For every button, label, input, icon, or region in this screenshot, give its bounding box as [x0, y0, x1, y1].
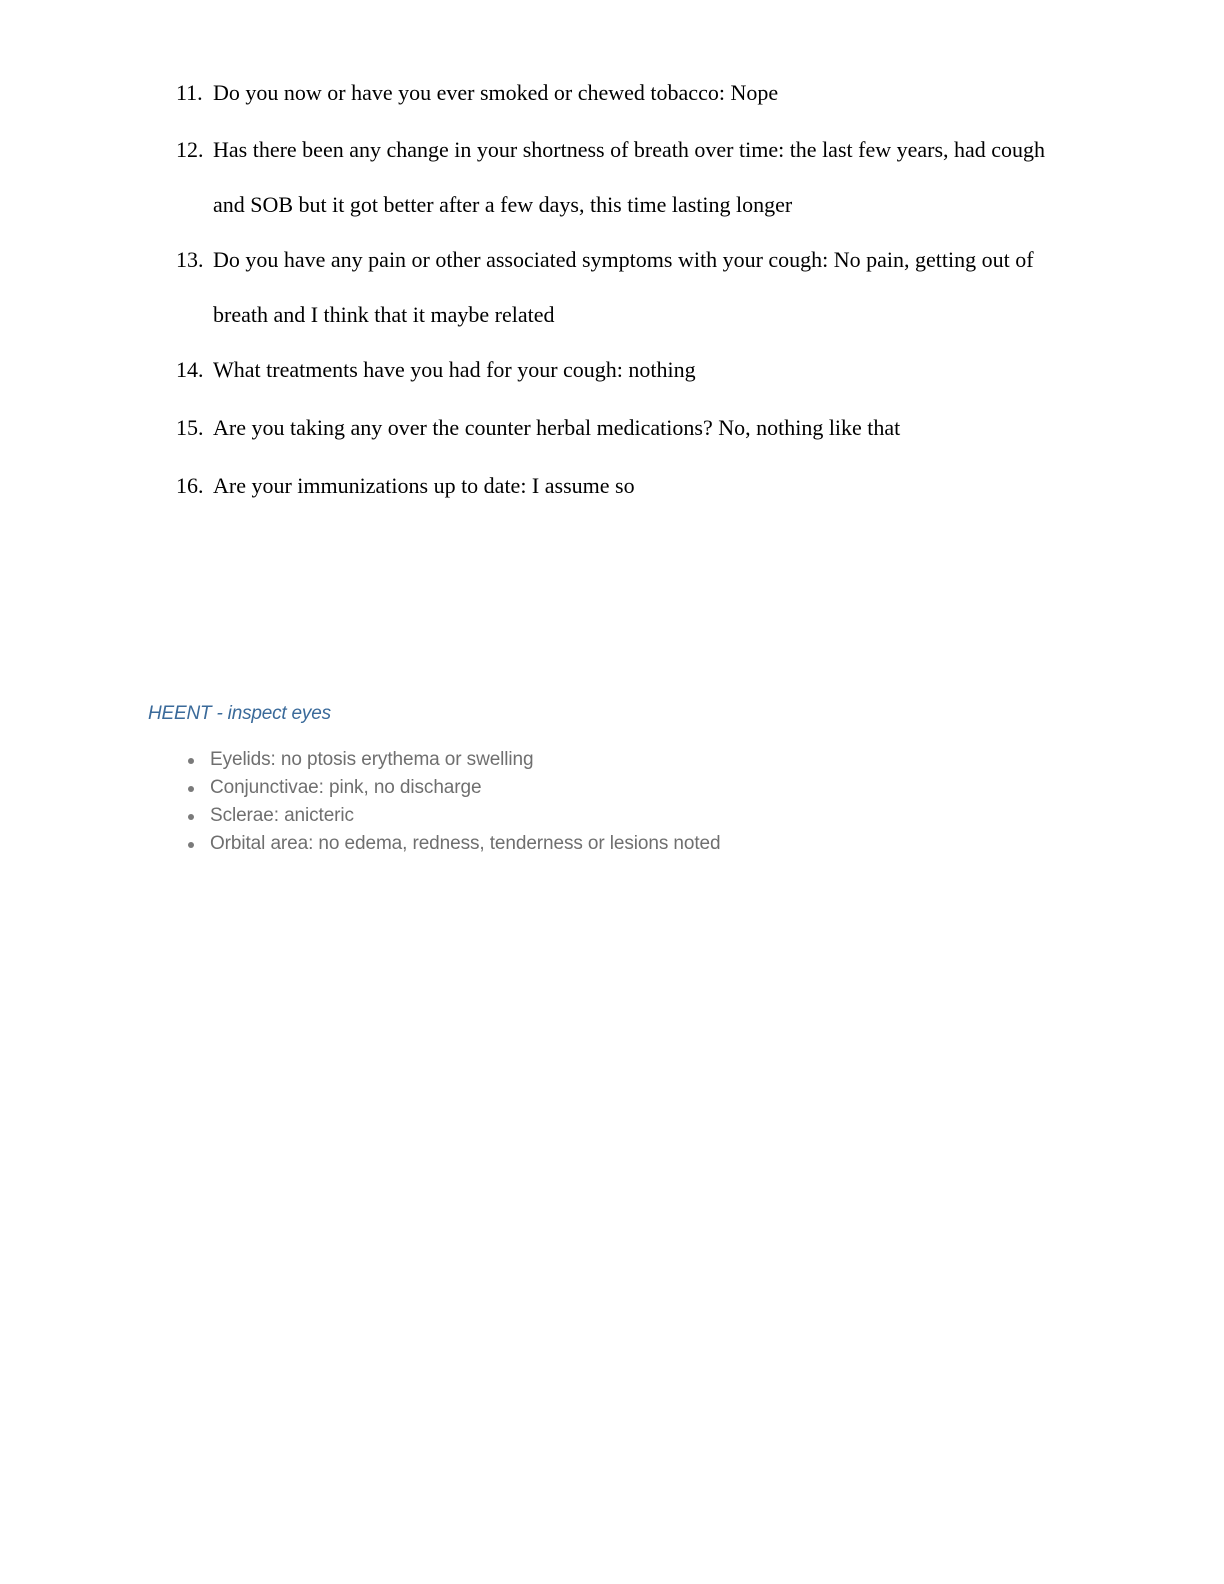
question-text: Are you taking any over the counter herbal medications? No, nothing like that	[213, 415, 901, 440]
bullet-icon	[188, 786, 194, 792]
question-number: 14.	[176, 357, 204, 382]
question-number: 12.	[176, 137, 204, 162]
exam-findings-list	[148, 746, 848, 858]
exam-finding-text: Sclerae: anicteric	[210, 805, 354, 826]
question-text: Has there been any change in your shortness of breath over time: the last few years, had cough and SOB but it got better after a few days, this time lasting longer	[213, 137, 1046, 217]
question-number: 13.	[176, 247, 204, 272]
exam-finding-item	[148, 802, 848, 830]
exam-heading: HEENT - inspect eyes	[148, 703, 331, 724]
question-item-16	[176, 458, 1056, 513]
bullet-icon	[188, 814, 194, 820]
exam-finding-text: Conjunctivae: pink, no discharge	[210, 777, 482, 798]
question-item-12	[176, 122, 1056, 232]
bullet-icon	[188, 842, 194, 848]
question-item-13	[176, 232, 1056, 342]
question-number: 15.	[176, 415, 204, 440]
question-number: 11.	[176, 80, 203, 105]
question-text: Do you now or have you ever smoked or chewed tobacco: Nope	[213, 80, 779, 105]
question-text: Do you have any pain or other associated symptoms with your cough: No pain, getting out of breath and I think that it maybe related	[213, 247, 1034, 327]
question-item-15	[176, 400, 1056, 455]
exam-finding-text: Orbital area: no edema, redness, tenderness or lesions noted	[210, 833, 721, 854]
exam-finding-text: Eyelids: no ptosis erythema or swelling	[210, 749, 534, 770]
question-number: 16.	[176, 473, 204, 498]
question-text: Are your immunizations up to date: I assume so	[213, 473, 635, 498]
exam-finding-item	[148, 774, 848, 802]
exam-finding-item	[148, 746, 848, 774]
exam-section	[148, 700, 848, 858]
exam-finding-item	[148, 830, 848, 858]
bullet-icon	[188, 758, 194, 764]
question-item-14	[176, 342, 1056, 397]
question-item-11	[176, 65, 1056, 120]
question-text: What treatments have you had for your cough: nothing	[213, 357, 696, 382]
